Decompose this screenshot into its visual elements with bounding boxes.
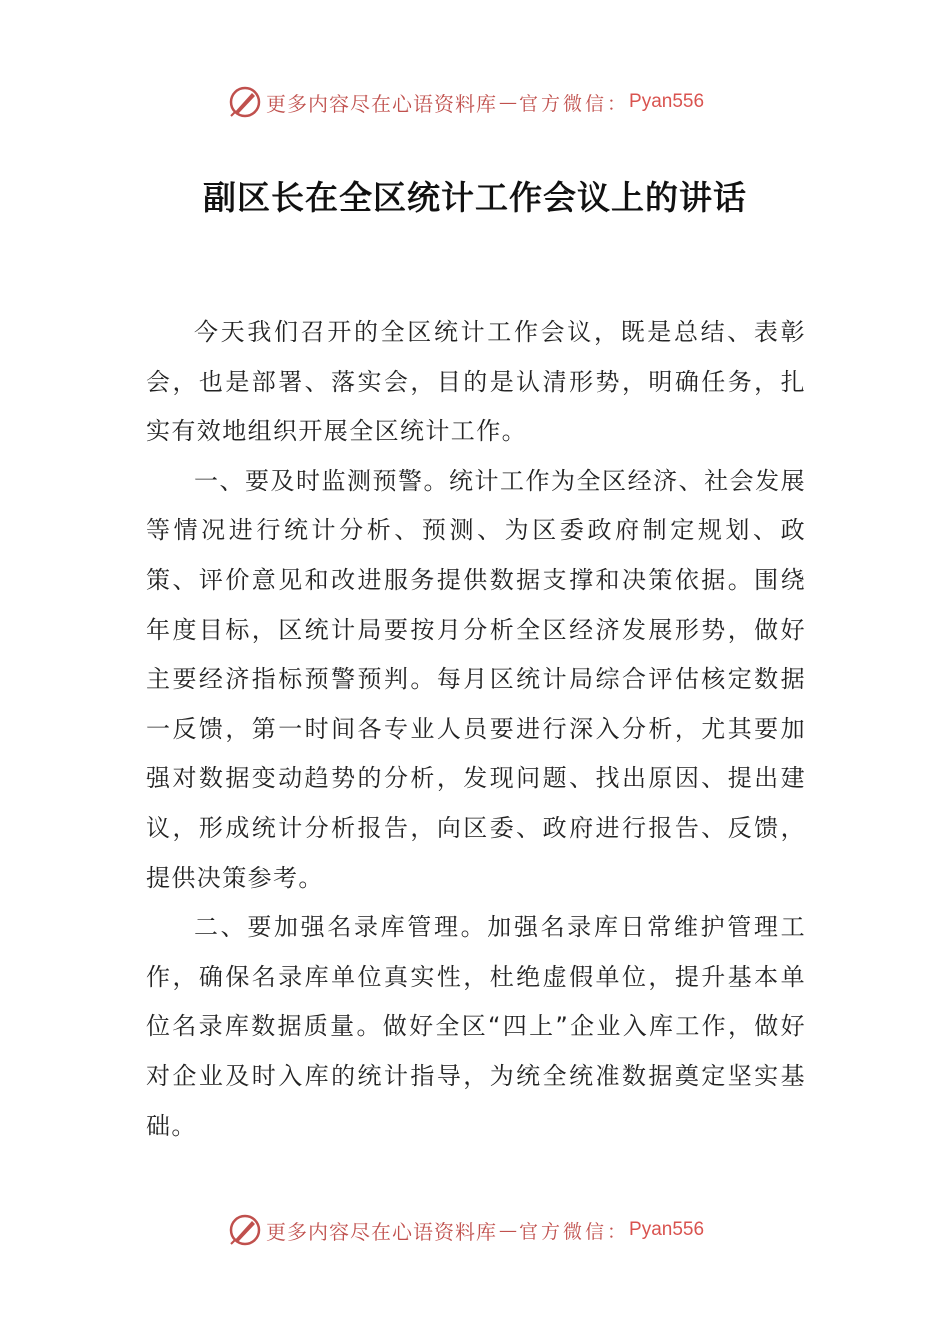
document-body — [146, 308, 806, 1151]
page-title: 副区长在全区统计工作会议上的讲话 — [203, 178, 747, 217]
banner-separator: — — [499, 91, 517, 113]
banner-separator: — — [499, 1219, 517, 1241]
banner-brand: 更多内容尽在心语资料库 — [266, 1219, 497, 1244]
paragraph-monitoring: 一、要及时监测预警。统计工作为全区经济、社会发展等情况进行统计分析、预测、为区委政府制定规划、政策、评价意见和改进服务提供数据支撑和决策依据。围绕年度目标，区统计局要按月分析全区经济发展形势，做好主要经济指标预警预判。每月区统计局综合评估核定数据一反馈，第一时间各专业人员要进行深入分析，尤其要加强对数据变动趋势的分析，发现问题、找出原因、提出建议，形成统计分析报告，向区委、政府进行报告、反馈，提供决策参考。 — [146, 466, 806, 892]
banner-official-label: 官方微信： — [519, 1220, 630, 1243]
footer-banner — [228, 1210, 704, 1250]
paragraph-directory: 二、要加强名录库管理。加强名录库日常维护管理工作，确保名录库单位真实性，杜绝虚假单位，提升基本单位名录库数据质量。做好全区“四上”企业入库工作，做好对企业及时入库的统计指导，为统全统准数据奠定坚实基础。 — [146, 913, 806, 1140]
banner-brand: 更多内容尽在心语资料库 — [266, 91, 497, 116]
header-banner — [228, 82, 704, 122]
banner-wechat-id: Pyan556 — [629, 1219, 705, 1240]
paragraph-intro: 今天我们召开的全区统计工作会议，既是总结、表彰会，也是部署、落实会，目的是认清形势，明确任务，扎实有效地组织开展全区统计工作。 — [146, 318, 806, 446]
quill-pen-logo-icon — [228, 1213, 262, 1247]
banner-official-label: 官方微信： — [519, 92, 630, 115]
banner-wechat-id: Pyan556 — [629, 91, 705, 112]
quill-pen-logo-icon — [228, 85, 262, 119]
